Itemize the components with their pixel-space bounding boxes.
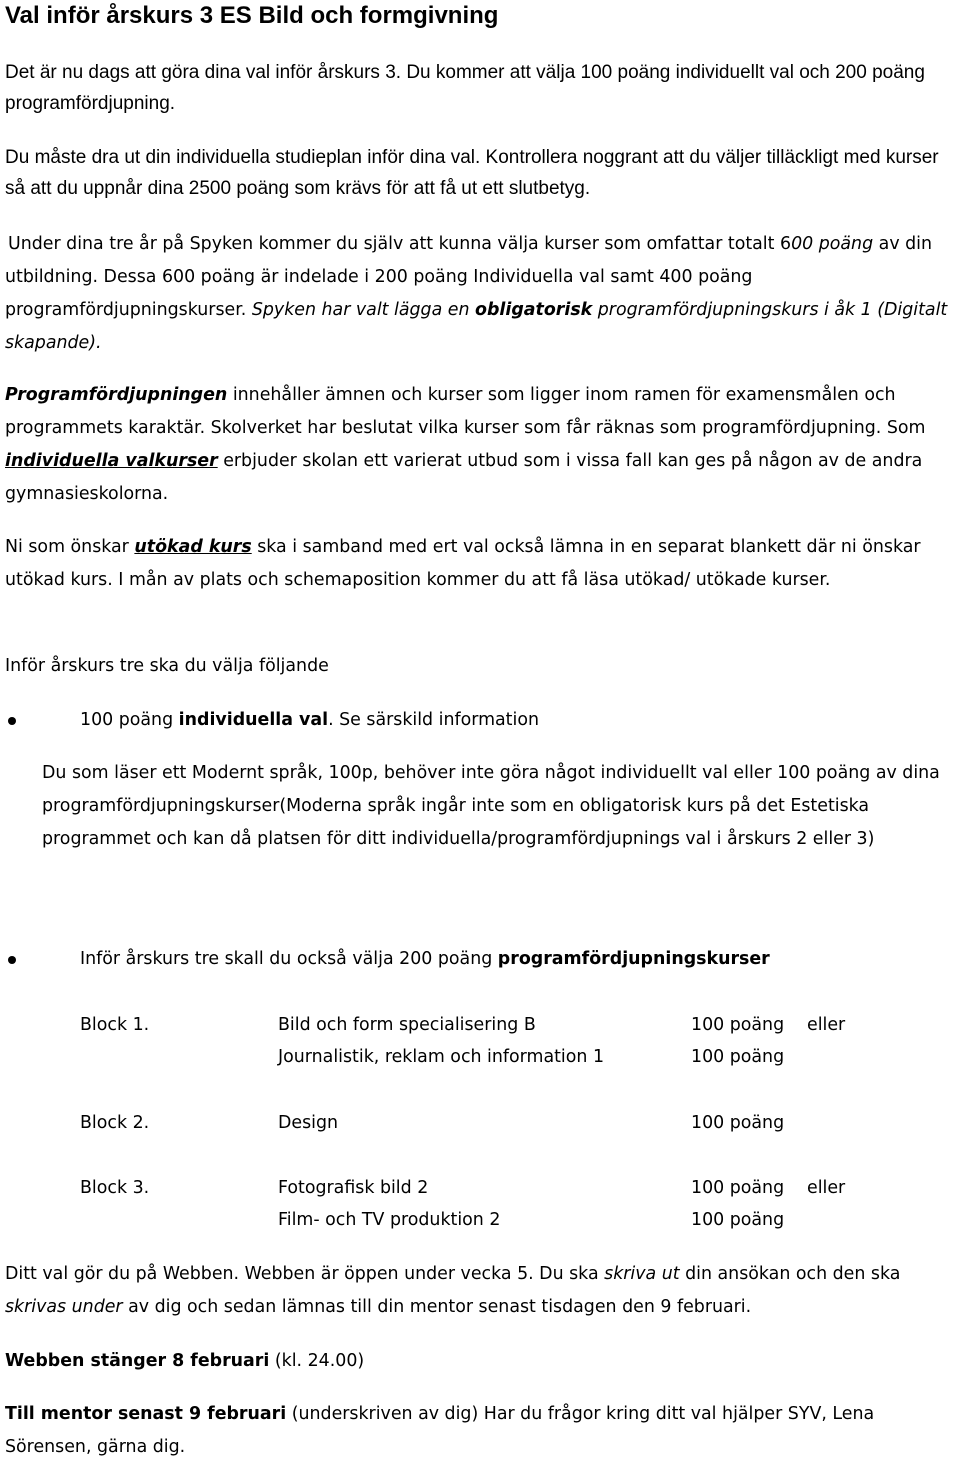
table-row xyxy=(5,1009,957,1042)
extended-course-paragraph: Ni som önskar utökad kurs ska i samband med ert val också lämna in en separat blankett där ni önskar utökad kurs. I mån av plats och schemaposition kommer du att få läsa utökad/ utökade kurser. xyxy=(5,537,921,590)
list-item xyxy=(5,704,957,737)
or-label: eller xyxy=(807,1015,846,1035)
bullet-icon xyxy=(8,717,16,725)
course-name: Journalistik, reklam och information 1 xyxy=(278,1047,605,1067)
list-item xyxy=(5,943,957,976)
course-points: 100 poäng xyxy=(691,1178,785,1198)
web-submission-paragraph: Ditt val gör du på Webben. Webben är öppen under vecka 5. Du ska skriva ut din ansökan och den ska skrivas under av dig och sedan lämnas till din mentor senast tisdagen den 9 februari. xyxy=(5,1264,901,1317)
bullet-icon xyxy=(8,956,16,964)
course-points: 100 poäng xyxy=(691,1210,785,1230)
course-points: 100 poäng xyxy=(691,1113,785,1133)
table-row xyxy=(5,1041,957,1074)
choose-following-text: Inför årskurs tre ska du välja följande xyxy=(5,656,329,676)
table-row xyxy=(5,1172,957,1205)
block-label: Block 3. xyxy=(80,1178,150,1198)
course-name: Film- och TV produktion 2 xyxy=(278,1210,501,1230)
intro-paragraph-1: Det är nu dags att göra dina val inför årskurs 3. Du kommer att välja 100 poäng individuellt val och 200 poäng programfördjupning. xyxy=(5,62,925,114)
program-courses-text: Inför årskurs tre skall du också välja 200 poäng programfördjupningskurser xyxy=(80,949,770,969)
table-row xyxy=(5,1107,957,1140)
block-label: Block 2. xyxy=(80,1113,150,1133)
course-name: Design xyxy=(278,1113,339,1133)
modern-language-note: Du som läser ett Modernt språk, 100p, behöver inte göra något individuellt val eller 100 poäng av dina programfördjupningskurser(Moderna språk ingår inte som en obligatorisk kurs på det Estetiska programmet och kan då platsen för ditt individuella/programfördjupnings val i årskurs 2 eller 3) xyxy=(42,763,940,849)
mentor-deadline-paragraph: Till mentor senast 9 februari (underskriven av dig) Har du frågor kring ditt val hjälper SYV, Lena Sörensen, gärna dig. xyxy=(5,1404,875,1457)
course-points: 100 poäng xyxy=(691,1015,785,1035)
web-closes-text: Webben stänger 8 februari (kl. 24.00) xyxy=(5,1351,365,1371)
course-points: 100 poäng xyxy=(691,1047,785,1067)
intro-paragraph-2: Du måste dra ut din individuella studieplan inför dina val. Kontrollera noggrant att du väljer tilläckligt med kurser så att du uppnår dina 2500 poäng som krävs för att få ut ett slutbetyg. xyxy=(5,147,939,199)
block-label: Block 1. xyxy=(80,1015,150,1035)
program-paragraph: Programfördjupningen innehåller ämnen och kurser som ligger inom ramen för examensmålen och programmets karaktär. Skolverket har beslutat vilka kurser som får räknas som programfördjupning. Som individuella valkurser erbjuder skolan ett varierat utbud som i vissa fall kan ges på någon av de andra gymnasieskolorna. xyxy=(5,385,926,504)
table-row xyxy=(5,1204,957,1237)
individual-choice-text: 100 poäng individuella val. Se särskild information xyxy=(80,710,539,730)
or-label: eller xyxy=(807,1178,846,1198)
page-title: Val inför årskurs 3 ES Bild och formgivning xyxy=(5,2,499,29)
course-name: Fotografisk bild 2 xyxy=(278,1178,429,1198)
course-name: Bild och form specialisering B xyxy=(278,1015,536,1035)
credits-paragraph: Under dina tre år på Spyken kommer du själv att kunna välja kurser som omfattar totalt 600 poäng av din utbildning. Dessa 600 poäng är indelade i 200 poäng Individuella val samt 400 poäng programfördjupningskurser. Spyken har valt lägga en obligatorisk programfördjupningskurs i åk 1 (Digitalt skapande). xyxy=(5,234,948,353)
